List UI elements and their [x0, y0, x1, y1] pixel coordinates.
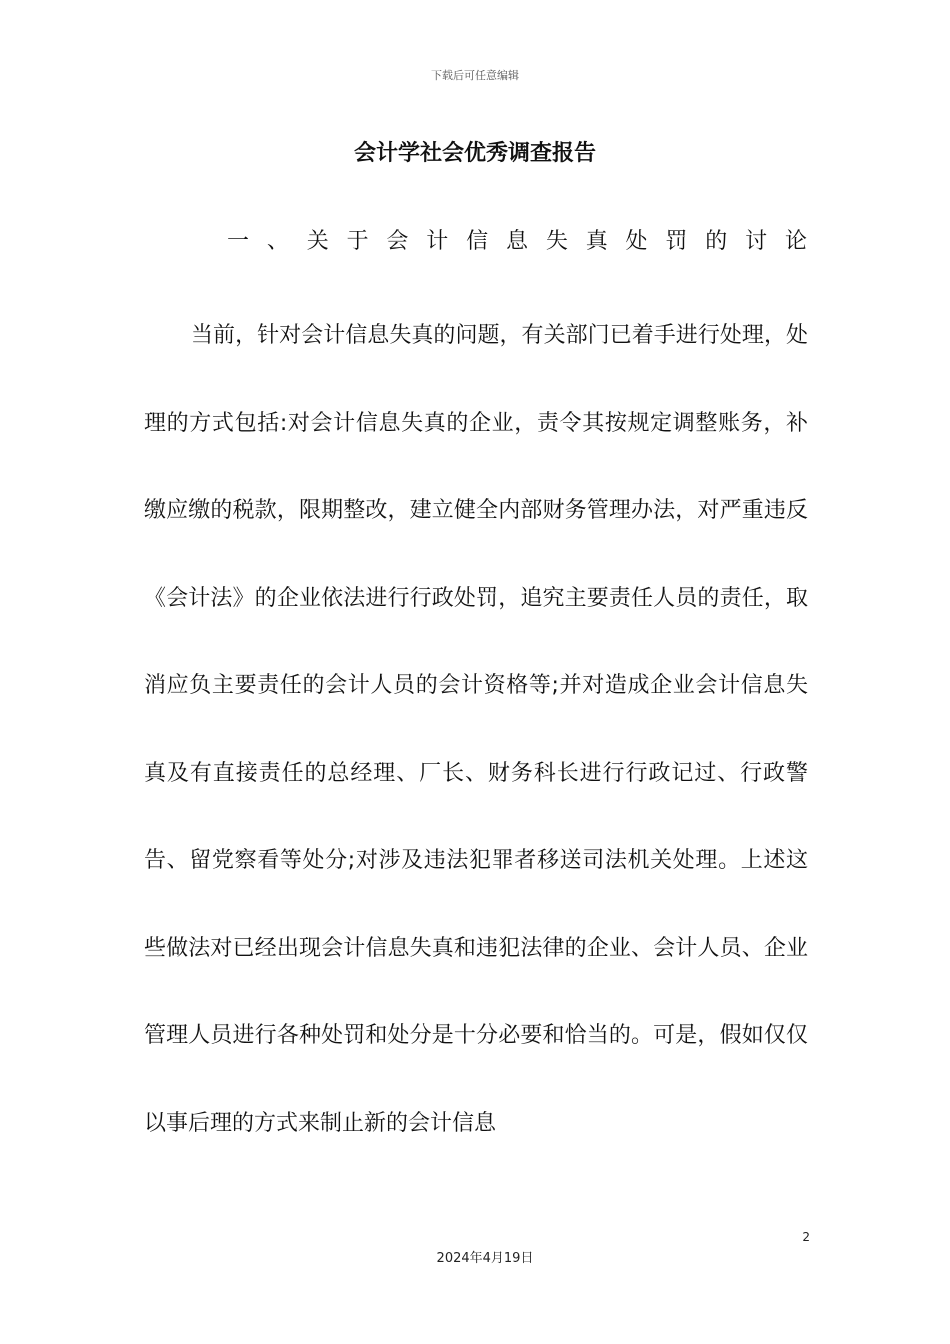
document-title: 会计学社会优秀调查报告 — [353, 141, 596, 166]
body-paragraph: 当前，针对会计信息失真的问题，有关部门已着手进行处理，处理的方式包括:对会计信息失真的企业，责令其按规定调整账务，补缴应缴的税款，限期整改，建立健全内部财务管理办法，对严重违反《会计法》的企业依法进行行政处罚，追究主要责任人员的责任，取消应负主要责任的会计人员的会计资格等;并对造成企业会计信息失真及有直接责任的总经理、厂长、财务科长进行行政记过、行政警告、留党察看等处分;对涉及违法犯罪者移送司法机关处理。上述这些做法对已经出现会计信息失真和违犯法律的企业、会计人员、企业管理人员进行各种处罚和处分是十分必要和恰当的。可是，假如仅仅以事后理的方式来制止新的会计信息 — [144, 323, 808, 1136]
page-header-note: 下载后可任意编辑 — [431, 69, 519, 82]
page-footer-date: 2024年4月19日 — [436, 1251, 534, 1266]
section-heading: 一、关于会计信息失真处罚的讨论 — [227, 229, 807, 254]
page-number: 2 — [802, 1230, 810, 1244]
